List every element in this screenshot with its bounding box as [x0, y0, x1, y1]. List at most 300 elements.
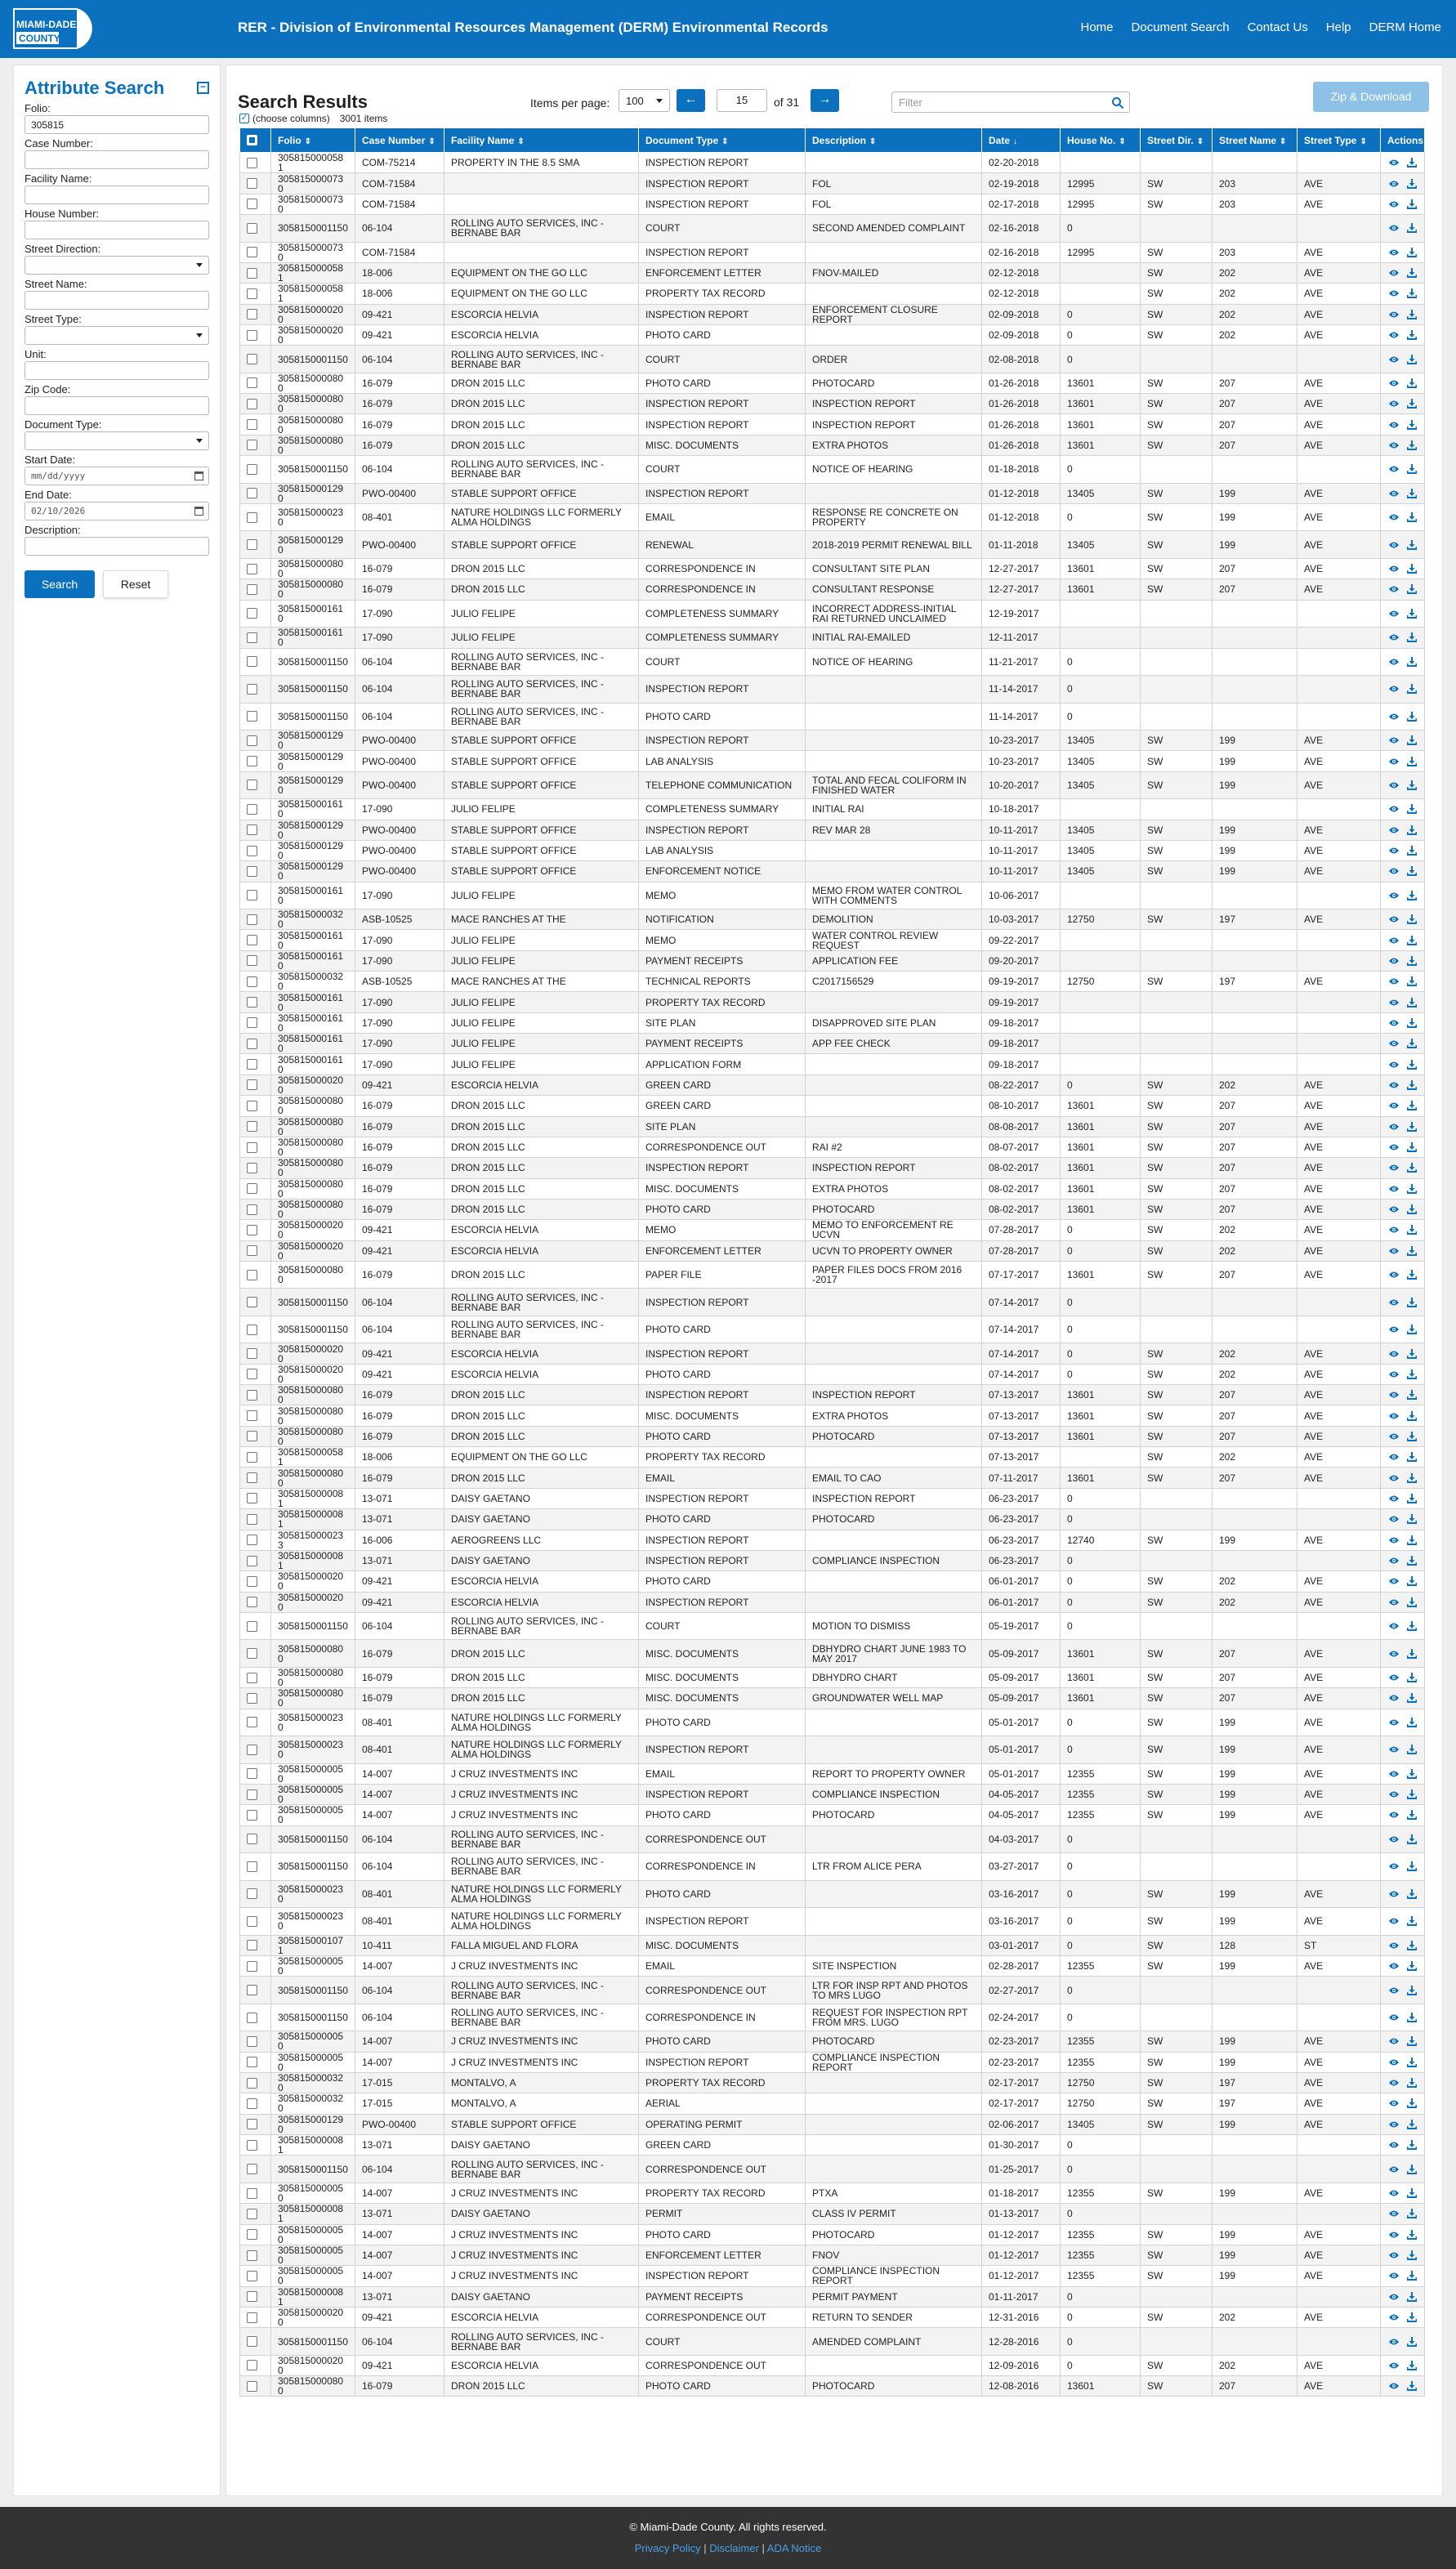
row-checkbox[interactable] — [247, 780, 257, 790]
table-row[interactable] — [240, 2245, 1425, 2265]
view-icon[interactable] — [1388, 1453, 1400, 1461]
row-checkbox[interactable] — [247, 711, 257, 722]
table-row[interactable] — [240, 2204, 1425, 2224]
view-icon[interactable] — [1388, 1432, 1400, 1441]
table-row[interactable] — [240, 840, 1425, 860]
table-row[interactable] — [240, 1178, 1425, 1199]
table-row[interactable] — [240, 1075, 1425, 1095]
table-row[interactable] — [240, 558, 1425, 579]
download-icon[interactable] — [1407, 1597, 1417, 1607]
view-icon[interactable] — [1388, 441, 1400, 449]
table-row[interactable] — [240, 503, 1425, 531]
view-icon[interactable] — [1388, 565, 1400, 573]
download-icon[interactable] — [1407, 540, 1417, 550]
view-icon[interactable] — [1388, 999, 1400, 1007]
row-checkbox[interactable] — [247, 1079, 257, 1090]
row-checkbox[interactable] — [247, 1059, 257, 1070]
table-row[interactable] — [240, 2355, 1425, 2375]
row-checkbox[interactable] — [247, 1621, 257, 1632]
table-row[interactable] — [240, 1784, 1425, 1804]
table-row[interactable] — [240, 304, 1425, 324]
view-icon[interactable] — [1388, 1986, 1400, 1995]
view-icon[interactable] — [1388, 1890, 1400, 1898]
view-icon[interactable] — [1388, 1962, 1400, 1970]
table-row[interactable] — [240, 730, 1425, 751]
view-icon[interactable] — [1388, 331, 1400, 339]
column-header-date[interactable]: Date ↓ — [982, 128, 1061, 153]
row-checkbox[interactable] — [247, 955, 257, 966]
view-icon[interactable] — [1388, 2382, 1400, 2390]
view-icon[interactable] — [1388, 1770, 1400, 1778]
row-checkbox[interactable] — [247, 1410, 257, 1421]
download-icon[interactable] — [1407, 1184, 1417, 1194]
select-all-checkbox[interactable] — [247, 135, 257, 145]
view-icon[interactable] — [1388, 2361, 1400, 2370]
street-type-select[interactable] — [25, 326, 209, 345]
view-icon[interactable] — [1388, 1811, 1400, 1819]
view-icon[interactable] — [1388, 1622, 1400, 1630]
row-checkbox[interactable] — [247, 1369, 257, 1379]
view-icon[interactable] — [1388, 2189, 1400, 2197]
view-icon[interactable] — [1388, 1164, 1400, 1172]
table-row[interactable] — [240, 1825, 1425, 1853]
zip-download-button[interactable]: Zip & Download — [1313, 82, 1429, 112]
table-row[interactable] — [240, 1550, 1425, 1570]
download-icon[interactable] — [1407, 1961, 1417, 1971]
download-icon[interactable] — [1407, 223, 1417, 233]
view-icon[interactable] — [1388, 1515, 1400, 1523]
row-checkbox[interactable] — [247, 1121, 257, 1132]
row-checkbox[interactable] — [247, 1673, 257, 1683]
row-checkbox[interactable] — [247, 684, 257, 695]
prev-page-button[interactable]: ← — [677, 89, 705, 112]
row-checkbox[interactable] — [247, 2164, 257, 2174]
download-icon[interactable] — [1407, 1411, 1417, 1421]
download-icon[interactable] — [1407, 378, 1417, 388]
table-row[interactable] — [240, 2004, 1425, 2031]
download-icon[interactable] — [1407, 2120, 1417, 2129]
download-icon[interactable] — [1407, 564, 1417, 574]
column-header-folio[interactable]: Folio ⇕ — [271, 128, 355, 153]
table-row[interactable] — [240, 1116, 1425, 1137]
table-row[interactable] — [240, 992, 1425, 1012]
download-icon[interactable] — [1407, 158, 1417, 168]
view-icon[interactable] — [1388, 977, 1400, 985]
row-checkbox[interactable] — [247, 2078, 257, 2089]
view-icon[interactable] — [1388, 1474, 1400, 1482]
view-icon[interactable] — [1388, 1081, 1400, 1089]
view-icon[interactable] — [1388, 2313, 1400, 2321]
download-icon[interactable] — [1407, 712, 1417, 722]
download-icon[interactable] — [1407, 1916, 1417, 1926]
row-checkbox[interactable] — [247, 914, 257, 925]
download-icon[interactable] — [1407, 1673, 1417, 1682]
view-icon[interactable] — [1388, 2272, 1400, 2280]
row-checkbox[interactable] — [247, 1101, 257, 1111]
view-icon[interactable] — [1388, 180, 1400, 188]
disclaimer-link[interactable]: Disclaimer — [709, 2542, 759, 2554]
row-checkbox[interactable] — [247, 1039, 257, 1049]
view-icon[interactable] — [1388, 1247, 1400, 1255]
table-row[interactable] — [240, 1488, 1425, 1508]
choose-columns-link[interactable]: (choose columns) — [252, 113, 330, 124]
table-row[interactable] — [240, 1405, 1425, 1426]
table-row[interactable] — [240, 435, 1425, 455]
download-icon[interactable] — [1407, 1494, 1417, 1503]
description-input[interactable] — [25, 537, 209, 556]
table-row[interactable] — [240, 194, 1425, 214]
table-row[interactable] — [240, 1137, 1425, 1157]
row-checkbox[interactable] — [247, 247, 257, 257]
download-icon[interactable] — [1407, 2057, 1417, 2067]
download-icon[interactable] — [1407, 1535, 1417, 1545]
ada-notice-link[interactable]: ADA Notice — [766, 2542, 822, 2554]
view-icon[interactable] — [1388, 1917, 1400, 1925]
table-row[interactable] — [240, 628, 1425, 648]
table-row[interactable] — [240, 1880, 1425, 1908]
view-icon[interactable] — [1388, 891, 1400, 900]
row-checkbox[interactable] — [247, 223, 257, 234]
download-icon[interactable] — [1407, 1621, 1417, 1631]
row-checkbox[interactable] — [247, 1789, 257, 1800]
download-icon[interactable] — [1407, 735, 1417, 745]
download-icon[interactable] — [1407, 1142, 1417, 1152]
download-icon[interactable] — [1407, 1225, 1417, 1235]
table-row[interactable] — [240, 751, 1425, 771]
row-checkbox[interactable] — [247, 1431, 257, 1441]
table-row[interactable] — [240, 861, 1425, 882]
download-icon[interactable] — [1407, 914, 1417, 924]
table-row[interactable] — [240, 1509, 1425, 1530]
view-icon[interactable] — [1388, 1598, 1400, 1606]
view-icon[interactable] — [1388, 1226, 1400, 1234]
column-header-case-number[interactable]: Case Number ⇕ — [355, 128, 444, 153]
row-checkbox[interactable] — [247, 2013, 257, 2023]
row-checkbox[interactable] — [247, 1514, 257, 1525]
row-checkbox[interactable] — [247, 656, 257, 667]
view-icon[interactable] — [1388, 2037, 1400, 2045]
view-icon[interactable] — [1388, 713, 1400, 721]
row-checkbox[interactable] — [247, 1576, 257, 1587]
nav-derm-home[interactable]: DERM Home — [1369, 20, 1441, 34]
view-icon[interactable] — [1388, 1694, 1400, 1702]
row-checkbox[interactable] — [247, 997, 257, 1007]
download-icon[interactable] — [1407, 780, 1417, 790]
download-icon[interactable] — [1407, 1810, 1417, 1820]
row-checkbox[interactable] — [247, 2250, 257, 2261]
download-icon[interactable] — [1407, 440, 1417, 450]
reset-button[interactable]: Reset — [103, 570, 168, 598]
row-checkbox[interactable] — [247, 539, 257, 550]
view-icon[interactable] — [1388, 805, 1400, 813]
view-icon[interactable] — [1388, 736, 1400, 744]
download-icon[interactable] — [1407, 866, 1417, 876]
view-icon[interactable] — [1388, 513, 1400, 521]
row-checkbox[interactable] — [247, 1472, 257, 1483]
view-icon[interactable] — [1388, 248, 1400, 257]
row-checkbox[interactable] — [247, 1556, 257, 1566]
table-row[interactable] — [240, 1316, 1425, 1343]
download-icon[interactable] — [1407, 1163, 1417, 1173]
download-icon[interactable] — [1407, 2292, 1417, 2302]
row-checkbox[interactable] — [247, 976, 257, 987]
row-checkbox[interactable] — [247, 608, 257, 619]
choose-columns-checkbox[interactable]: ✓ — [240, 114, 248, 123]
view-icon[interactable] — [1388, 2141, 1400, 2149]
view-icon[interactable] — [1388, 847, 1400, 855]
view-icon[interactable] — [1388, 1205, 1400, 1213]
table-row[interactable] — [240, 909, 1425, 930]
view-icon[interactable] — [1388, 1650, 1400, 1658]
house-number-input[interactable] — [25, 221, 209, 239]
column-header-description[interactable]: Description ⇕ — [806, 128, 982, 153]
row-checkbox[interactable] — [247, 935, 257, 945]
row-checkbox[interactable] — [247, 1916, 257, 1927]
view-icon[interactable] — [1388, 610, 1400, 618]
table-row[interactable] — [240, 1612, 1425, 1640]
row-checkbox[interactable] — [247, 1961, 257, 1972]
view-icon[interactable] — [1388, 936, 1400, 945]
row-checkbox[interactable] — [247, 488, 257, 498]
download-icon[interactable] — [1407, 464, 1417, 474]
table-row[interactable] — [240, 2224, 1425, 2245]
row-checkbox[interactable] — [247, 1017, 257, 1028]
row-checkbox[interactable] — [247, 1225, 257, 1235]
row-checkbox[interactable] — [247, 1493, 257, 1503]
view-icon[interactable] — [1388, 1557, 1400, 1565]
row-checkbox[interactable] — [247, 1861, 257, 1872]
download-icon[interactable] — [1407, 1270, 1417, 1280]
row-checkbox[interactable] — [247, 2209, 257, 2219]
view-icon[interactable] — [1388, 465, 1400, 473]
view-icon[interactable] — [1388, 1412, 1400, 1420]
view-icon[interactable] — [1388, 1536, 1400, 1544]
row-checkbox[interactable] — [247, 866, 257, 877]
download-icon[interactable] — [1407, 1834, 1417, 1844]
download-icon[interactable] — [1407, 1693, 1417, 1703]
download-icon[interactable] — [1407, 2013, 1417, 2022]
download-icon[interactable] — [1407, 1018, 1417, 1028]
download-icon[interactable] — [1407, 657, 1417, 667]
row-checkbox[interactable] — [247, 1452, 257, 1463]
view-icon[interactable] — [1388, 1790, 1400, 1798]
row-checkbox[interactable] — [247, 1183, 257, 1194]
table-row[interactable] — [240, 2307, 1425, 2327]
download-icon[interactable] — [1407, 2188, 1417, 2198]
row-checkbox[interactable] — [247, 464, 257, 475]
column-header-street-name[interactable]: Street Name ⇕ — [1213, 128, 1297, 153]
view-icon[interactable] — [1388, 2013, 1400, 2022]
next-page-button[interactable]: → — [811, 89, 839, 112]
column-header-house-no[interactable]: House No. ⇕ — [1061, 128, 1141, 153]
download-icon[interactable] — [1407, 1769, 1417, 1779]
table-row[interactable] — [240, 1530, 1425, 1550]
download-icon[interactable] — [1407, 891, 1417, 900]
view-icon[interactable] — [1388, 781, 1400, 789]
download-icon[interactable] — [1407, 2140, 1417, 2150]
download-icon[interactable] — [1407, 1861, 1417, 1871]
view-icon[interactable] — [1388, 867, 1400, 875]
view-icon[interactable] — [1388, 1039, 1400, 1048]
view-icon[interactable] — [1388, 957, 1400, 965]
download-icon[interactable] — [1407, 2098, 1417, 2108]
row-checkbox[interactable] — [247, 2312, 257, 2323]
view-icon[interactable] — [1388, 1271, 1400, 1279]
row-checkbox[interactable] — [247, 440, 257, 450]
row-checkbox[interactable] — [247, 2229, 257, 2240]
table-row[interactable] — [240, 242, 1425, 262]
row-checkbox[interactable] — [247, 2271, 257, 2281]
download-icon[interactable] — [1407, 1889, 1417, 1899]
table-row[interactable] — [240, 456, 1425, 484]
table-row[interactable] — [240, 1935, 1425, 1955]
column-header-street-dir[interactable]: Street Dir. ⇕ — [1141, 128, 1213, 153]
row-checkbox[interactable] — [247, 354, 257, 364]
table-row[interactable] — [240, 676, 1425, 704]
row-checkbox[interactable] — [247, 1142, 257, 1153]
table-row[interactable] — [240, 2114, 1425, 2134]
view-icon[interactable] — [1388, 289, 1400, 297]
view-icon[interactable] — [1388, 200, 1400, 208]
download-icon[interactable] — [1407, 632, 1417, 642]
view-icon[interactable] — [1388, 2251, 1400, 2259]
download-icon[interactable] — [1407, 199, 1417, 209]
view-icon[interactable] — [1388, 159, 1400, 167]
download-icon[interactable] — [1407, 489, 1417, 498]
table-row[interactable] — [240, 1571, 1425, 1592]
table-row[interactable] — [240, 1261, 1425, 1289]
table-row[interactable] — [240, 1977, 1425, 2004]
table-row[interactable] — [240, 1709, 1425, 1736]
row-checkbox[interactable] — [247, 1693, 257, 1704]
row-checkbox[interactable] — [247, 756, 257, 766]
download-icon[interactable] — [1407, 1432, 1417, 1441]
table-row[interactable] — [240, 1385, 1425, 1405]
table-row[interactable] — [240, 820, 1425, 840]
download-icon[interactable] — [1407, 248, 1417, 257]
table-row[interactable] — [240, 373, 1425, 393]
column-header-document-type[interactable]: Document Type ⇕ — [639, 128, 806, 153]
download-icon[interactable] — [1407, 1473, 1417, 1483]
table-row[interactable] — [240, 1289, 1425, 1316]
view-icon[interactable] — [1388, 2338, 1400, 2346]
row-checkbox[interactable] — [247, 2036, 257, 2047]
view-icon[interactable] — [1388, 2120, 1400, 2129]
table-row[interactable] — [240, 2052, 1425, 2072]
row-checkbox[interactable] — [247, 512, 257, 523]
table-row[interactable] — [240, 483, 1425, 503]
view-icon[interactable] — [1388, 541, 1400, 549]
start-date-input[interactable] — [25, 467, 209, 485]
view-icon[interactable] — [1388, 1123, 1400, 1131]
view-icon[interactable] — [1388, 1745, 1400, 1754]
view-icon[interactable] — [1388, 1862, 1400, 1870]
row-checkbox[interactable] — [247, 1270, 257, 1280]
download-icon[interactable] — [1407, 684, 1417, 694]
download-icon[interactable] — [1407, 956, 1417, 966]
row-checkbox[interactable] — [247, 1204, 257, 1215]
table-row[interactable] — [240, 1468, 1425, 1488]
view-icon[interactable] — [1388, 685, 1400, 693]
search-button[interactable]: Search — [25, 570, 95, 598]
row-checkbox[interactable] — [247, 1297, 257, 1307]
table-row[interactable] — [240, 771, 1425, 799]
table-row[interactable] — [240, 531, 1425, 559]
view-icon[interactable] — [1388, 269, 1400, 277]
table-row[interactable] — [240, 1199, 1425, 1219]
download-icon[interactable] — [1407, 1986, 1417, 1995]
page-number-input[interactable]: 15 — [717, 89, 767, 112]
table-row[interactable] — [240, 2093, 1425, 2114]
download-icon[interactable] — [1407, 1649, 1417, 1659]
table-row[interactable] — [240, 324, 1425, 345]
row-checkbox[interactable] — [247, 2119, 257, 2129]
table-row[interactable] — [240, 2072, 1425, 2093]
row-checkbox[interactable] — [247, 846, 257, 856]
nav-home[interactable]: Home — [1080, 20, 1114, 34]
table-row[interactable] — [240, 1688, 1425, 1709]
download-icon[interactable] — [1407, 2078, 1417, 2088]
column-header-street-type[interactable]: Street Type ⇕ — [1297, 128, 1381, 153]
table-row[interactable] — [240, 1763, 1425, 1784]
download-icon[interactable] — [1407, 1369, 1417, 1379]
download-icon[interactable] — [1407, 2361, 1417, 2370]
table-row[interactable] — [240, 882, 1425, 909]
table-row[interactable] — [240, 579, 1425, 600]
row-checkbox[interactable] — [247, 1768, 257, 1779]
download-icon[interactable] — [1407, 1298, 1417, 1307]
download-icon[interactable] — [1407, 179, 1417, 189]
download-icon[interactable] — [1407, 1246, 1417, 1256]
facility-name-input[interactable] — [25, 185, 209, 204]
row-checkbox[interactable] — [247, 1348, 257, 1359]
table-row[interactable] — [240, 1955, 1425, 1976]
row-checkbox[interactable] — [247, 2336, 257, 2347]
nav-help[interactable]: Help — [1325, 20, 1351, 34]
view-icon[interactable] — [1388, 2165, 1400, 2174]
row-checkbox[interactable] — [247, 632, 257, 643]
row-checkbox[interactable] — [247, 804, 257, 815]
row-checkbox[interactable] — [247, 584, 257, 595]
table-row[interactable] — [240, 215, 1425, 243]
row-checkbox[interactable] — [247, 309, 257, 319]
row-checkbox[interactable] — [247, 1810, 257, 1821]
row-checkbox[interactable] — [247, 1245, 257, 1256]
download-icon[interactable] — [1407, 804, 1417, 814]
table-row[interactable] — [240, 346, 1425, 373]
download-icon[interactable] — [1407, 2036, 1417, 2046]
view-icon[interactable] — [1388, 1370, 1400, 1378]
row-checkbox[interactable] — [247, 419, 257, 430]
download-icon[interactable] — [1407, 355, 1417, 364]
table-row[interactable] — [240, 703, 1425, 730]
download-icon[interactable] — [1407, 2381, 1417, 2391]
table-row[interactable] — [240, 1158, 1425, 1178]
view-icon[interactable] — [1388, 633, 1400, 641]
table-row[interactable] — [240, 1908, 1425, 1936]
table-row[interactable] — [240, 1592, 1425, 1612]
download-icon[interactable] — [1407, 2230, 1417, 2240]
download-icon[interactable] — [1407, 1039, 1417, 1048]
download-icon[interactable] — [1407, 936, 1417, 945]
download-icon[interactable] — [1407, 1452, 1417, 1462]
download-icon[interactable] — [1407, 1514, 1417, 1524]
view-icon[interactable] — [1388, 1941, 1400, 1950]
download-icon[interactable] — [1407, 1204, 1417, 1214]
table-row[interactable] — [240, 2328, 1425, 2356]
download-icon[interactable] — [1407, 1122, 1417, 1132]
view-icon[interactable] — [1388, 1391, 1400, 1399]
